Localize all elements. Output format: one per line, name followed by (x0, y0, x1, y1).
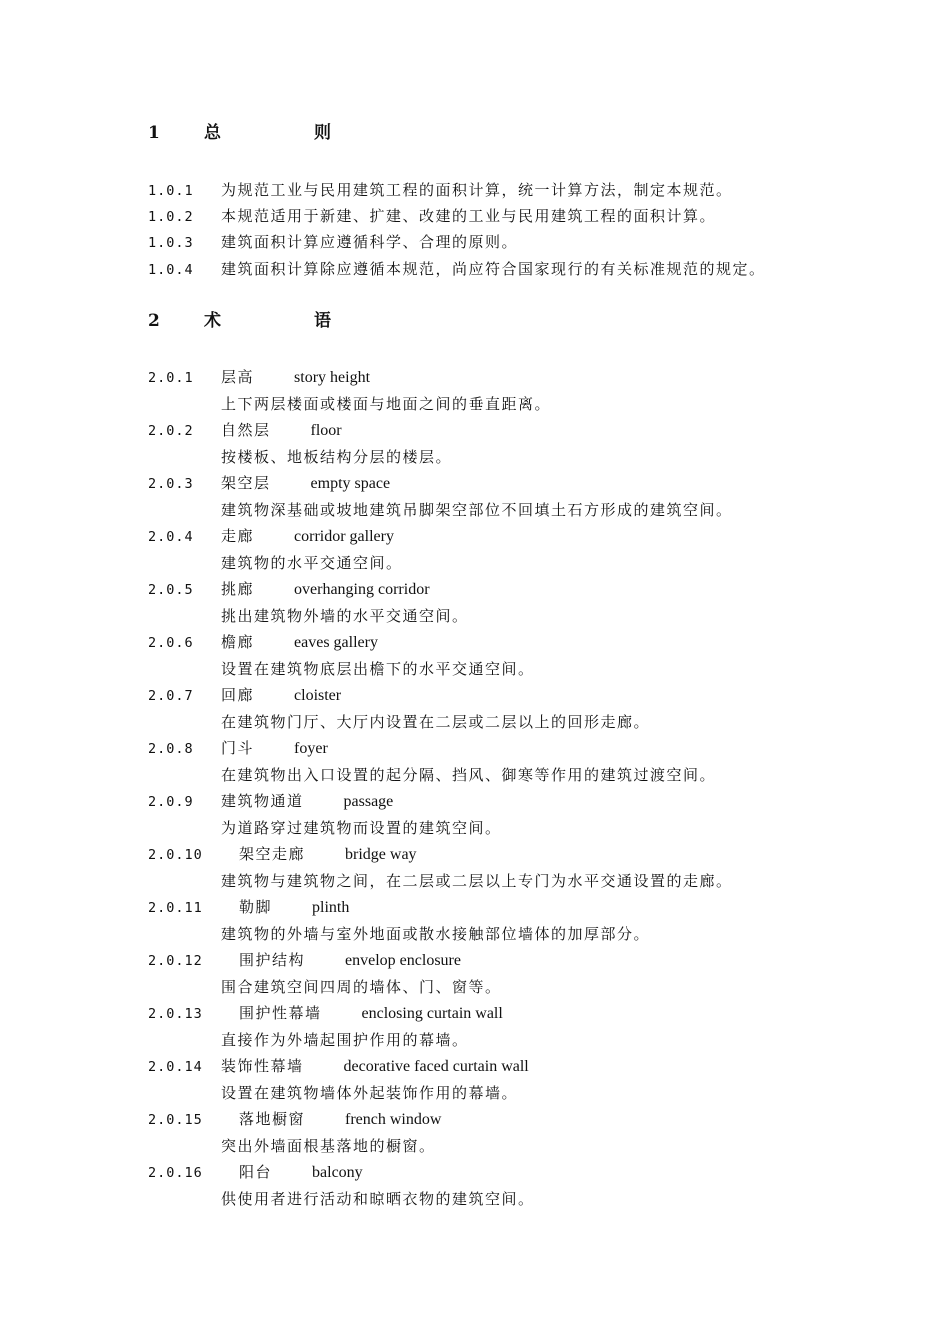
term-chinese: 挑廊 (221, 580, 255, 598)
term-definition: 为道路穿过建筑物而设置的建筑空间。 (221, 819, 502, 837)
term-english: balcony (312, 1164, 363, 1181)
term-number: 2.0.16 (148, 1165, 203, 1181)
term-english: overhanging corridor (294, 581, 430, 598)
clause-item (148, 177, 733, 203)
term-number: 2.0.5 (148, 582, 194, 598)
clause-number: 1.0.4 (148, 262, 194, 278)
term-chinese: 勒脚 (239, 898, 273, 916)
term-definition: 按楼板、地板结构分层的楼层。 (221, 448, 453, 466)
term-english: floor (310, 422, 342, 439)
term-number: 2.0.9 (148, 794, 194, 810)
term-english: corridor gallery (294, 528, 394, 545)
term-english: foyer (294, 740, 328, 757)
term-definition: 挑出建筑物外墙的水平交通空间。 (221, 607, 469, 625)
term-chinese: 层高 (221, 368, 255, 386)
term-chinese: 回廊 (221, 686, 255, 704)
term-chinese: 门斗 (221, 739, 255, 757)
term-english: decorative faced curtain wall (343, 1058, 529, 1075)
term-number: 2.0.3 (148, 476, 194, 492)
term-row (148, 417, 342, 443)
term-row (148, 735, 328, 761)
section-title-char: 总 (204, 123, 222, 143)
term-definition: 建筑物的外墙与室外地面或散水接触部位墙体的加厚部分。 (221, 925, 651, 943)
term-number: 2.0.10 (148, 847, 203, 863)
term-english: eaves gallery (294, 634, 378, 651)
term-row (148, 841, 417, 867)
term-chinese: 架空层 (221, 474, 271, 492)
clause-item (148, 203, 716, 229)
term-definition: 在建筑物出入口设置的起分隔、挡风、御寒等作用的建筑过渡空间。 (221, 766, 717, 784)
term-definition: 上下两层楼面或楼面与地面之间的垂直距离。 (221, 395, 552, 413)
term-chinese: 建筑物通道 (221, 792, 304, 810)
term-number: 2.0.11 (148, 900, 203, 916)
section-title-char: 则 (314, 123, 332, 143)
term-english: envelop enclosure (345, 952, 461, 969)
term-number: 2.0.13 (148, 1006, 203, 1022)
clause-number: 1.0.3 (148, 235, 194, 251)
term-definition: 供使用者进行活动和晾晒衣物的建筑空间。 (221, 1190, 535, 1208)
section-number: 2 (148, 311, 161, 331)
term-row (148, 1053, 529, 1079)
term-row (148, 947, 461, 973)
term-row (148, 629, 378, 655)
term-number: 2.0.8 (148, 741, 194, 757)
term-definition: 建筑物深基础或坡地建筑吊脚架空部位不回填土石方形成的建筑空间。 (221, 501, 733, 519)
term-chinese: 架空走廊 (239, 845, 306, 863)
clause-text: 本规范适用于新建、扩建、改建的工业与民用建筑工程的面积计算。 (221, 207, 717, 225)
term-definition: 设置在建筑物底层出檐下的水平交通空间。 (221, 660, 535, 678)
term-chinese: 落地橱窗 (239, 1110, 306, 1128)
clause-item (148, 229, 518, 255)
term-definition: 围合建筑空间四周的墙体、门、窗等。 (221, 978, 502, 996)
term-chinese: 走廊 (221, 527, 255, 545)
term-row (148, 788, 393, 814)
clause-number: 1.0.2 (148, 209, 194, 225)
term-chinese: 围护结构 (239, 951, 306, 969)
clause-text: 建筑面积计算应遵循科学、合理的原则。 (221, 233, 519, 251)
term-number: 2.0.14 (148, 1059, 203, 1075)
term-row (148, 682, 341, 708)
clause-item (148, 256, 766, 282)
term-english: bridge way (345, 846, 417, 863)
term-english: cloister (294, 687, 342, 704)
term-english: plinth (312, 899, 350, 916)
term-number: 2.0.15 (148, 1112, 203, 1128)
term-english: french window (345, 1111, 442, 1128)
term-number: 2.0.1 (148, 370, 194, 386)
term-row (148, 1159, 363, 1185)
section-title-char: 术 (204, 311, 222, 331)
clause-number: 1.0.1 (148, 183, 194, 199)
term-definition: 建筑物的水平交通空间。 (221, 554, 403, 572)
term-definition: 在建筑物门厅、大厅内设置在二层或二层以上的回形走廊。 (221, 713, 651, 731)
term-row (148, 1106, 441, 1132)
section-heading-general (148, 118, 332, 143)
term-row (148, 1000, 503, 1026)
section-heading-terms (148, 306, 332, 331)
section-number: 1 (148, 123, 161, 143)
term-row (148, 576, 430, 602)
term-chinese: 装饰性幕墙 (221, 1057, 304, 1075)
term-definition: 建筑物与建筑物之间，在二层或二层以上专门为水平交通设置的走廊。 (221, 872, 733, 890)
clause-text: 为规范工业与民用建筑工程的面积计算，统一计算方法，制定本规范。 (221, 181, 733, 199)
term-row (148, 894, 349, 920)
term-chinese: 阳台 (239, 1163, 273, 1181)
term-definition: 直接作为外墙起围护作用的幕墙。 (221, 1031, 469, 1049)
term-row (148, 523, 394, 549)
term-row (148, 470, 390, 496)
term-definition: 设置在建筑物墙体外起装饰作用的幕墙。 (221, 1084, 519, 1102)
term-chinese: 檐廊 (221, 633, 255, 651)
term-english: story height (294, 369, 371, 386)
term-number: 2.0.6 (148, 635, 194, 651)
term-number: 2.0.7 (148, 688, 194, 704)
term-english: passage (343, 793, 394, 810)
clause-text: 建筑面积计算除应遵循本规范，尚应符合国家现行的有关标准规范的规定。 (221, 260, 766, 278)
term-number: 2.0.4 (148, 529, 194, 545)
term-chinese: 自然层 (221, 421, 271, 439)
term-chinese: 围护性幕墙 (239, 1004, 322, 1022)
term-english: enclosing curtain wall (361, 1005, 503, 1022)
term-row (148, 364, 370, 390)
section-title-char: 语 (314, 311, 332, 331)
term-english: empty space (310, 475, 391, 492)
term-number: 2.0.12 (148, 953, 203, 969)
term-definition: 突出外墙面根基落地的橱窗。 (221, 1137, 436, 1155)
term-number: 2.0.2 (148, 423, 194, 439)
